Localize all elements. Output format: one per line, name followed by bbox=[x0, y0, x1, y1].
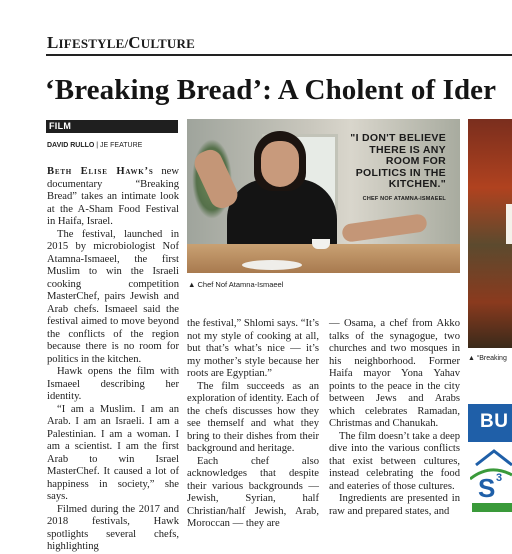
paragraph: The festival, launched in 2015 by microbiologist Nof Atamna-Ismaeel, the first Muslim to win the Israeli cooking competition MasterChef, pairs Jewish and Arab chefs. Ismaeel said the festival aimed to move beyond the conflicts of the region because there is no room for politics in the kitchen. bbox=[47, 228, 179, 365]
paragraph: The film doesn’t take a deep dive into the various conflicts that exist between cultures, instead celebrating the food and eateries of those cultures. bbox=[329, 430, 460, 492]
photo-caption: ▲ Chef Nof Atamna-Ismaeel bbox=[188, 280, 284, 289]
paragraph: the festival,” Shlomi says. “It’s not my style of cooking at all, but that’s what’s nice — it’s my mother’s style because her roots are Egyptian.” bbox=[187, 318, 319, 379]
paragraph-text: new documentary “Breaking Bread” takes an intimate look at the A-Sham Food Festival in Haifa, Israel. bbox=[47, 166, 179, 227]
pull-quote-attribution: CHEF NOF ATAMNA-ISMAEEL bbox=[362, 196, 446, 202]
byline-source: JE FEATURE bbox=[100, 142, 143, 149]
tag-label: FILM bbox=[49, 121, 72, 131]
advertisement-logo[interactable] bbox=[470, 445, 512, 512]
photo-plate bbox=[242, 260, 302, 270]
paragraph bbox=[47, 166, 179, 229]
pull-quote: "I DON'T BELIEVE THERE IS ANY ROOM FOR POLITICS IN THE KITCHEN." bbox=[350, 132, 446, 190]
paragraph: Each chef also acknowledges that despite their various backgrounds — Jewish, Syrian, half Christian/half Jewish, Arab, Moroccan — they are bbox=[187, 455, 319, 529]
paragraph: Hawk opens the film with Ismaeel describing her identity. bbox=[47, 366, 179, 402]
logo-superscript: 3 bbox=[496, 472, 503, 484]
headline: ‘Breaking Bread’: A Cholent of Ider bbox=[45, 74, 497, 106]
photo-cup bbox=[312, 239, 330, 249]
lead-in: Beth Elise Hawk’s bbox=[47, 166, 154, 177]
feature-photo bbox=[187, 119, 460, 273]
section-rest-1: IFESTYLE/ bbox=[58, 36, 129, 51]
section-initial-1: L bbox=[47, 33, 59, 52]
paragraph: “I am a Muslim. I am an Arab. I am an Israeli. I am a Palestinian. I am a woman. I am a scientist. I am the first Arab to win Israel MasterChef. It caused a lot of happiness in society,” she says. bbox=[47, 403, 179, 502]
section-initial-2: C bbox=[128, 33, 141, 52]
paragraph: Ingredients are presented in raw and prepared states, and bbox=[329, 493, 460, 517]
side-photo-caption: ▲ “Breaking bbox=[468, 355, 507, 362]
article-column-2 bbox=[187, 318, 319, 531]
section-header bbox=[47, 33, 512, 53]
byline-separator: | bbox=[94, 142, 101, 149]
logo-icon bbox=[470, 445, 512, 512]
article-column-3 bbox=[329, 318, 460, 518]
section-rest-2: ULTURE bbox=[140, 36, 195, 51]
advertisement-text: BU bbox=[480, 411, 509, 432]
logo-letter: S bbox=[478, 473, 496, 503]
header-rule bbox=[46, 54, 512, 56]
side-photo-tag bbox=[506, 204, 512, 244]
paragraph: — Osama, a chef from Akko talks of the synagogue, two churches and two mosques in his neighborhood. Former Haifa mayor Yona Yahav points to the peace in the city between Jews and Arabs which celebrates Ramadan, Christmas and Chanukah. bbox=[329, 318, 460, 429]
article-column-1 bbox=[47, 166, 179, 554]
side-photo bbox=[468, 119, 512, 348]
byline-author: DAVID RULLO bbox=[47, 142, 95, 149]
photo-person-face bbox=[261, 141, 299, 187]
byline bbox=[47, 142, 142, 149]
tag-bar bbox=[46, 120, 178, 133]
paragraph: The film succeeds as an exploration of identity. Each of the chefs discusses how they see themself and what they bring to their dishes from their background and heritage. bbox=[187, 380, 319, 454]
advertisement-banner[interactable] bbox=[468, 404, 512, 442]
paragraph: Filmed during the 2017 and 2018 festivals, Hawk spotlights several chefs, highlighting bbox=[47, 503, 179, 552]
